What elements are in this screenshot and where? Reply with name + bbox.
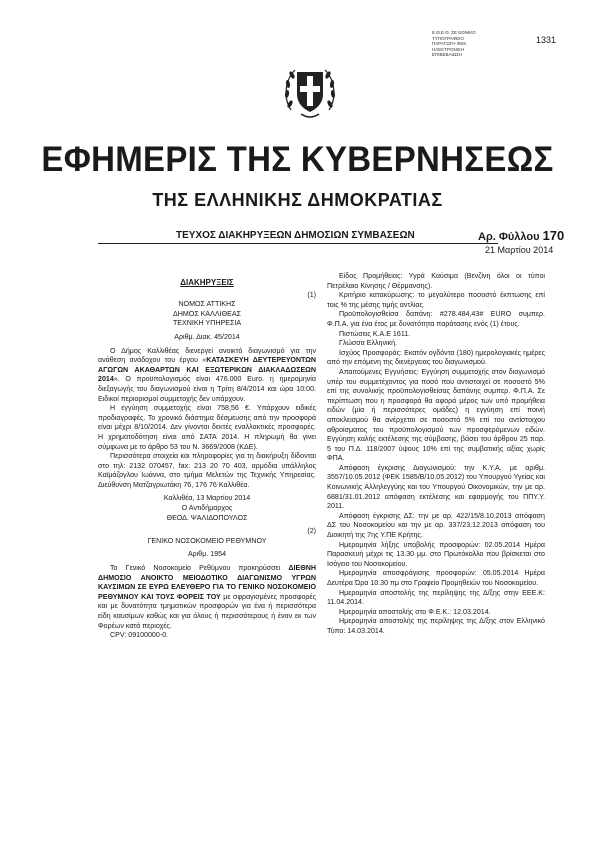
right-column [327,272,545,637]
section-heading: ΔΙΑΚΗΡΥΞΕΙΣ [180,278,234,287]
notice-paragraph [98,347,316,405]
tender-title: ΔΙΕΘΝΗ ΔΗΜΟΣΙΟ ΑΝΟΙΚΤΟ ΜΕΙΟΔΟΤΙΚΟ ΔΙΑΓΩΝΙΣΜΟ ΥΓΡΩΝ ΚΑΥΣΙΜΩΝ ΣΕ ΕΥΡΩ ΕΛΕΥΘΕΡΟ ΓΙΑ ΤΟ ΓΕΝΙΚΟ ΝΟΣΟΚΟΜΕΙΟ ΡΕΘΥΜΝΟΥ ΚΑΙ ΤΟΥΣ ΦΟΡΕΙΣ ΤΟΥ [98,564,316,601]
electronic-seal-stamp [432,30,502,66]
gazette-subtitle: ΤΗΣ ΕΛΛΗΝΙΚΗΣ ΔΗΜΟΚΡΑΤΙΑΣ [152,190,443,210]
notice-paragraph: Ημερομηνία αποστολής της περίληψης της Δ/ξης στην ΕΕΕ.Κ: 11.04.2014. [327,588,545,607]
notice-paragraph: Ισχύος Προσφοράς: Εκατόν ογδόντα (180) ημερολογιακές ημέρες από την επόμενη της διενέργειας του διαγωνισμού. [327,348,545,367]
notice-paragraph: Προϋπολογισθείσα δαπάνη: #278.484,43# EURO συμπερ. Φ.Π.Α. για ένα έτος με δυνατότητα παράτασης ενός (1) έτους. [327,310,545,328]
stamp-line: ΤΥΠΟΓΡΑΦΕΙΟ [432,35,464,41]
notice-org-line: ΤΕΧΝΙΚΗ ΥΠΗΡΕΣΙΑ [172,319,242,328]
greek-coat-of-arms-emblem [281,60,339,122]
place-date: Καλλιθέα, 13 Μαρτίου 2014 [163,494,251,503]
cpv-code: CPV: 09100000-0. [110,631,169,640]
text-run: με σφραγισμένες προσφορές και με δυνατότητα τμηματικών προσφορών για ένα ή περισσότερα είδη καυσίμων καθώς και για όλους ή περισσότερους ή έναν εκ των Φορέων κατά περιοχές. [98,592,317,630]
notice-reference: Αριθμ. Διακ. 45/2014 [174,332,240,341]
notice-paragraph: Ημερομηνία λήξης υποβολής προσφορών: 02.05.2014 Ημέρα Παρασκευή μέχρι τις 13.30 μμ. στο Πρωτόκολλο που βρίσκεται στο Ισόγειο του Νοσοκομείου. [327,540,545,568]
text-run: Ο Δήμος Καλλιθέας διενεργεί ανοικτό διαγωνισμό για την ανάθεση ανάδοχου του έργου « [98,346,316,365]
notice-paragraph: Κριτήριο κατακύρωσης: το μεγαλύτερο ποσοστό έκπτωσης επί τοις % της μέσης τιμής αντλίας. [327,291,545,309]
page-number: 1331 [536,35,557,45]
signer-title: Ο Αντιδήμαρχος [181,504,233,513]
notice-paragraph: Γλώσσα Ελληνική. [339,339,398,348]
notice-paragraph: Περισσότερα στοιχεία και πληροφορίες για τη διακήρυξη δίδονται στο τηλ: 2132 070457, fax: 213 20 70 403, αρμόδια υπάλληλος Καϊμάζογλου Ιωάννα, στο τμήμα Μελετών της Τεχνικής Υπηρεσίας. Διεύθυνση Ματζαγριωτάκη 76, 176 76 Καλλιθέα. [98,452,316,489]
left-column [98,278,316,641]
sheet-number-block [478,228,564,243]
notice-org-line: ΔΗΜΟΣ ΚΑΛΛΙΘΕΑΣ [173,309,241,318]
notice-paragraph: Απόφαση έγκρισης ΔΣ: την με αρ. 422/15/8.10.2013 απόφαση ΔΣ του Νοσοκομείου και την με αρ. 337/23.12.2013 απόφαση του Διοικητή της 7ης Υ.ΠΕ Κρήτης. [327,511,545,540]
notice-paragraph: Είδος Προμήθειας: Υγρά Καύσιμα (Βενζίνη όλοι οι τύποι Πετρέλαιο Κίνησης / Θέρμανσης). [327,272,545,290]
notice-paragraph: Ημερομηνία αποσφράγισης προσφορών: 05.05.2014 Ημέρα Δευτέρα Ώρα 10.30 πμ στο Γραφείο Προμηθειών του Νοσοκομείου. [327,569,545,587]
notice-paragraph: Απαιτούμενες Εγγυήσεις: Εγγύηση συμμετοχής στον διαγωνισμό υπέρ του συμμετέχοντος για ποσό που αντιστοιχεί σε ποσοστό 5% επί της συνολικής προϋπολογισθείσας δαπάνης συμπερ. Φ.Π.Α. Σε περίπτωση που η προσφορά θα αφορά μέρος των υπό προμήθεια ειδών (μία ή περισσότερες ομάδες) η εγγύηση επί ποινή αποκλεισμού θα ανέρχεται σε ποσοστό 5% επί του αντίστοιχου αθροίσματος του προϋπολογισμού των προσφερόμενων ειδών. Εγγύηση καλής εκτέλεσης της σύμβασης, βάσει του άρθρου 25 παρ. 5 του Π.Δ. 118/2007 ύψους 10% επί της συμβατικής αξίας χωρίς ΦΠΑ. [327,367,545,463]
notice-paragraph [98,564,316,631]
notice-paragraph: Ημερομηνία αποστολής στο Φ.Ε.Κ.: 12.03.2014. [339,607,491,616]
text-run: Το Γενικό Νοσοκομείο Ρεθύμνου προκηρύσσει [110,564,289,573]
notice-org-line: ΓΕΝΙΚΟ ΝΟΣΟΚΟΜΕΙΟ ΡΕΘΥΜΝΟΥ [147,536,267,545]
notice-number: (2) [307,527,316,536]
notice-number: (1) [307,290,316,299]
signer-name: ΘΕΟΔ. ΨΑΛΙΔΟΠΟΥΛΟΣ [166,513,248,522]
notice-paragraph: Ημερομηνία αποστολής της περίληψης της Δ/ξης στον Ελληνικό Τύπο: 14.03.2014. [327,617,545,635]
stamp-line: ΕΠΙΒΕΒΑΙΩΣΗ [432,52,463,57]
notice-paragraph: Πιστώσεις Κ.Α.Ε 1611. [339,329,411,338]
stamp-line: ΠΑΡΑΓΩΓΗ ΦΕΚ [432,41,467,46]
stamp-line: Ε.Θ.Ε.Θ. ΣΕ ΕΘΝΙΚΟ [432,30,476,35]
text-run: ». Ο προϋπολογισμός είναι 476.000 Euro. η ημερομηνία διεξαγωγής του διαγωνισμού είναι η Τρίτη 8/4/2014 και ώρα 10:00. Ειδικοί περιορισμοί συμμετοχής δεν υπάρχουν. [98,375,316,403]
issue-date: 21 Μαρτίου 2014 [485,245,554,255]
notice-org-line: ΝΟΜΟΣ ΑΤΤΙΚΗΣ [178,300,236,309]
issue-series-label: ΤΕΥΧΟΣ ΔΙΑΚΗΡΥΞΕΩΝ ΔΗΜΟΣΙΩΝ ΣΥΜΒΑΣΕΩΝ [176,230,415,241]
notice-paragraph: Απόφαση έγκρισης Διαγωνισμού: την Κ.Υ.Α. με αριθμ. 3557/10.05.2012 (ΦΕΚ 1585/Β/10.05.2012) του Υπουργού Υγείας και Κοινωνικής Αλληλεγγύης και του Υπουργού Οικονομικών, την με αρ. 6881/31.01.2012 απόφαση εκτέλεσης και εφαρμογής του ΠΠΥ.Υ. 2011. [327,463,545,511]
project-title: ΚΑΤΑΣΚΕΥΗ ΔΕΥΤΕΡΕΥΟΝΤΩΝ ΑΓΩΓΩΝ ΑΚΑΘΑΡΤΩΝ ΚΑΙ ΕΞΩΤΕΡΙΚΩΝ ΔΙΑΚΛΑΔΩΣΕΩΝ 2014 [98,356,316,384]
gazette-title: ΕΦΗΜΕΡΙΣ ΤΗΣ ΚΥΒΕΡΝΗΣΕΩΣ [41,138,554,179]
header-divider [98,243,498,244]
sheet-number: 170 [542,228,565,243]
notice-paragraph: Η εγγύηση συμμετοχής είναι 758,56 €. Υπάρχουν ειδικές προδιαγραφές. Το χρονικό διάστημα δέσμευσης από την προσφορά είναι μέχρι 8/10/2014. Δεν γίνονται δεκτές εναλλακτικές προσφορές. Η χρηματοδότηση είναι από ΣΑΤΑ 2014. Η πληρωμή θα γίνει σύμφωνα με το άρθρο 53 του Ν. 3669/2008 (ΚΔΕ). [98,404,316,451]
stamp-line: ΗΛΕΚΤΡΟΝΙΚΗ [432,46,465,52]
notice-reference: Αριθμ. 1954 [187,550,227,559]
sheet-label: Αρ. Φύλλου [478,231,540,243]
